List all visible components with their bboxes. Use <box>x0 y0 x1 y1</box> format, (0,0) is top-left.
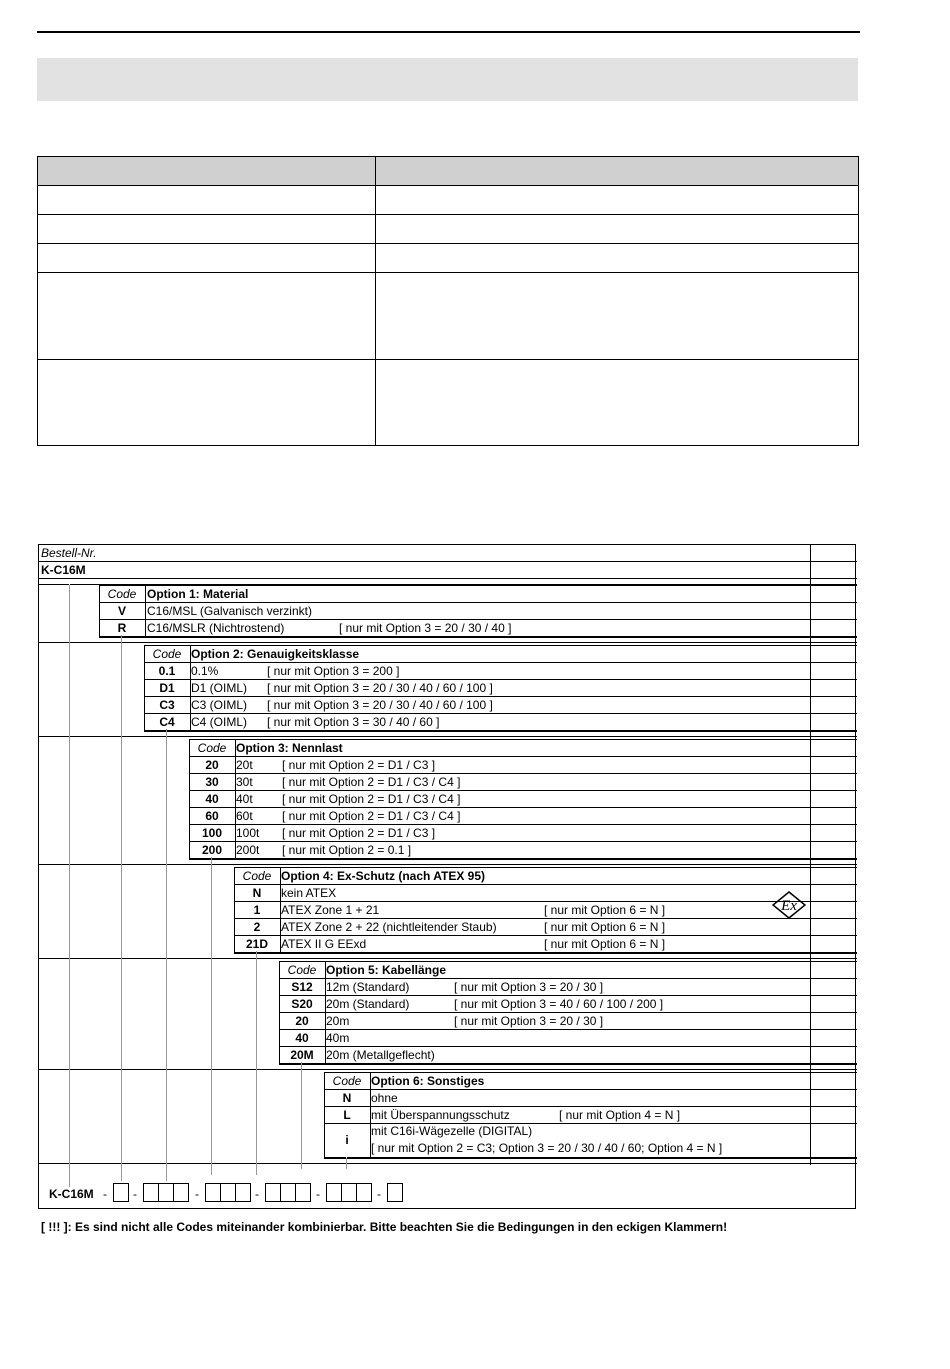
order-model: K-C16M <box>49 1187 94 1201</box>
option-code: D1 <box>159 680 175 695</box>
option-code: 2 <box>253 919 261 934</box>
option-condition: [ nur mit Option 3 = 40 / 60 / 100 / 200 ] <box>454 997 664 1011</box>
option-description: mit C16i-Wägezelle (DIGITAL) <box>371 1124 533 1138</box>
option-code: 1 <box>253 902 261 917</box>
row-line <box>39 864 857 865</box>
section-top-line <box>234 867 857 868</box>
section-bottom-line <box>189 858 857 860</box>
order-code-box[interactable] <box>173 1183 189 1202</box>
section-bottom-line <box>279 1063 857 1065</box>
guide-line <box>301 1062 302 1169</box>
order-dash: - <box>195 1187 199 1201</box>
row-line <box>279 995 857 996</box>
spec-cell <box>38 186 376 215</box>
section-header-line <box>279 978 857 979</box>
option-title: Option 2: Genauigkeitsklasse <box>191 647 360 661</box>
row-line <box>234 935 857 936</box>
row-line <box>39 1069 857 1070</box>
row-line <box>99 619 857 620</box>
order-code-box[interactable] <box>295 1183 311 1202</box>
order-code-box[interactable] <box>205 1183 221 1202</box>
section-bottom-line <box>324 1157 857 1159</box>
order-code-box[interactable] <box>220 1183 236 1202</box>
option-condition: [ nur mit Option 2 = D1 / C3 / C4 ] <box>282 792 461 806</box>
option-code: 30 <box>205 774 219 789</box>
option-description: C16/MSLR (Nichtrostend) <box>147 621 285 635</box>
code-header: Code <box>287 963 317 977</box>
row-line <box>39 561 857 562</box>
section-top-line <box>279 961 857 962</box>
option-description: 0.1% <box>191 664 219 678</box>
spec-cell <box>38 244 376 273</box>
option-description: kein ATEX <box>281 886 337 900</box>
row-line <box>189 824 857 825</box>
spec-header-right <box>376 157 859 186</box>
option-description: ATEX II G EExd <box>281 937 367 951</box>
guide-line <box>121 635 122 1181</box>
row-line <box>189 773 857 774</box>
order-code-box[interactable] <box>235 1183 251 1202</box>
option-description: D1 (OIML) <box>191 681 248 695</box>
option-code: 60 <box>205 808 219 823</box>
option-condition: [ nur mit Option 6 = N ] <box>544 920 666 934</box>
option-code: 20 <box>295 1013 309 1028</box>
section-bottom-line <box>99 636 857 638</box>
combination-note: [ !!! ]: Es sind nicht alle Codes miteinander kombinierbar. Bitte beachten Sie die Bedingungen in den eckigen Klammern! <box>41 1220 728 1234</box>
option-code: 21D <box>245 936 268 951</box>
spec-cell <box>38 215 376 244</box>
section-header-line <box>144 662 857 663</box>
spec-cell <box>376 186 859 215</box>
option-description: 12m (Standard) <box>326 980 410 994</box>
row-line <box>39 958 857 959</box>
row-line <box>234 901 857 902</box>
order-code-box[interactable] <box>280 1183 296 1202</box>
option-condition: [ nur mit Option 4 = N ] <box>559 1108 681 1122</box>
order-number-label: Bestell-Nr. <box>41 546 97 560</box>
guide-line <box>69 585 70 1187</box>
order-dash: - <box>377 1187 381 1201</box>
order-code-box[interactable] <box>113 1183 129 1202</box>
row-line <box>189 807 857 808</box>
option-title: Option 5: Kabellänge <box>326 963 447 977</box>
option-title: Option 1: Material <box>147 587 249 601</box>
guide-line <box>256 951 257 1175</box>
option-code: 200 <box>201 842 223 857</box>
option-code: N <box>342 1090 352 1105</box>
option-code: S20 <box>291 996 313 1011</box>
option-condition: [ nur mit Option 2 = D1 / C3 / C4 ] <box>282 775 461 789</box>
option-condition: [ nur mit Option 6 = N ] <box>544 937 666 951</box>
option-code: V <box>117 603 126 618</box>
section-top-line <box>189 739 857 740</box>
order-code-form <box>38 544 856 1209</box>
code-header: Code <box>107 587 137 601</box>
option-description: 20m (Standard) <box>326 997 410 1011</box>
option-code: 40 <box>295 1030 309 1045</box>
order-code-box[interactable] <box>265 1183 281 1202</box>
row-line <box>234 918 857 919</box>
row-line <box>189 790 857 791</box>
row-line <box>189 841 857 842</box>
option-condition: [ nur mit Option 3 = 20 / 30 ] <box>454 980 604 994</box>
option-code: C3 <box>159 697 175 712</box>
spec-table <box>37 156 859 446</box>
spec-cell <box>376 360 859 446</box>
option-condition: [ nur mit Option 2 = D1 / C3 / C4 ] <box>282 809 461 823</box>
option-code: L <box>343 1107 351 1122</box>
code-header: Code <box>242 869 272 883</box>
section-header-line <box>234 884 857 885</box>
option-condition: [ nur mit Option 3 = 20 / 30 / 40 / 60 / 100 ] <box>267 681 493 695</box>
guide-line <box>166 729 167 1181</box>
section-top-line <box>99 585 857 586</box>
option-description: 100t <box>236 826 260 840</box>
section-header-line <box>99 602 857 603</box>
option-description: C3 (OIML) <box>191 698 248 712</box>
option-description: 20m (Metallgeflecht) <box>326 1048 435 1062</box>
order-code-box[interactable] <box>356 1183 372 1202</box>
option-description: 200t <box>236 843 260 857</box>
option-description: 20t <box>236 758 253 772</box>
option-condition: [ nur mit Option 3 = 20 / 30 ] <box>454 1014 604 1028</box>
section-banner <box>37 58 858 101</box>
option-description: ohne <box>371 1091 398 1105</box>
row-line <box>279 1046 857 1047</box>
row-line <box>279 1012 857 1013</box>
spec-cell <box>376 244 859 273</box>
section-top-line <box>324 1072 857 1073</box>
option-condition: [ nur mit Option 2 = D1 / C3 ] <box>282 758 436 772</box>
option-code: 20M <box>290 1047 314 1062</box>
option-description: 40t <box>236 792 253 806</box>
option-code: C4 <box>159 714 175 729</box>
spec-cell <box>38 273 376 360</box>
option-code: 0.1 <box>158 663 176 678</box>
guide-line <box>211 857 212 1175</box>
section-top-line <box>144 645 857 646</box>
option-condition: [ nur mit Option 2 = 0.1 ] <box>282 843 412 857</box>
order-code-box[interactable] <box>326 1183 342 1202</box>
order-code-box[interactable] <box>341 1183 357 1202</box>
order-code-box[interactable] <box>387 1183 403 1202</box>
option-description: 60t <box>236 809 253 823</box>
order-dash: - <box>133 1187 137 1201</box>
spec-cell <box>376 273 859 360</box>
option-description: ATEX Zone 2 + 22 (nichtleitender Staub) <box>281 920 497 934</box>
row-line <box>144 679 857 680</box>
row-line <box>39 736 857 737</box>
option-condition: [ nur mit Option 3 = 20 / 30 / 40 / 60 / 100 ] <box>267 698 493 712</box>
option-condition: [ nur mit Option 2 = C3; Option 3 = 20 / 30 / 40 / 60; Option 4 = N ] <box>371 1141 723 1155</box>
option-description: ATEX Zone 1 + 21 <box>281 903 380 917</box>
option-title: Option 4: Ex-Schutz (nach ATEX 95) <box>281 869 486 883</box>
section-header-line <box>324 1089 857 1090</box>
option-code: 40 <box>205 791 219 806</box>
code-column-line <box>145 585 146 636</box>
option-description: 40m <box>326 1031 350 1045</box>
option-condition: [ nur mit Option 6 = N ] <box>544 903 666 917</box>
order-dash: - <box>316 1187 320 1201</box>
ex-atex-icon <box>772 891 806 919</box>
spec-cell <box>38 360 376 446</box>
row-line <box>279 1029 857 1030</box>
code-header: Code <box>152 647 182 661</box>
spec-header-left <box>38 157 376 186</box>
option-code: 20 <box>205 757 219 772</box>
code-header: Code <box>197 741 227 755</box>
option-description: C16/MSL (Galvanisch verzinkt) <box>147 604 312 618</box>
option-title: Option 6: Sonstiges <box>371 1074 485 1088</box>
svg-text:Ex: Ex <box>781 898 797 914</box>
option-condition: [ nur mit Option 3 = 20 / 30 / 40 ] <box>339 621 512 635</box>
order-code-box[interactable] <box>143 1183 159 1202</box>
order-dash: - <box>103 1187 107 1201</box>
option-description: 30t <box>236 775 253 789</box>
option-code: S12 <box>291 979 313 994</box>
option-condition: [ nur mit Option 3 = 200 ] <box>267 664 400 678</box>
option-condition: [ nur mit Option 3 = 30 / 40 / 60 ] <box>267 715 440 729</box>
top-rule <box>37 31 860 33</box>
option-code: i <box>345 1133 349 1147</box>
option-code: R <box>117 620 127 635</box>
row-line <box>144 696 857 697</box>
option-condition: [ nur mit Option 2 = D1 / C3 ] <box>282 826 436 840</box>
section-bottom-line <box>144 730 857 732</box>
guide-line <box>346 1158 347 1169</box>
section-header-line <box>189 756 857 757</box>
option-description: 20m <box>326 1014 350 1028</box>
row-line <box>324 1106 857 1107</box>
order-code-box[interactable] <box>158 1183 174 1202</box>
section-bottom-line <box>234 952 857 954</box>
row-line <box>39 642 857 643</box>
order-dash: - <box>255 1187 259 1201</box>
option-code: N <box>252 885 262 900</box>
option-description: mit Überspannungsschutz <box>371 1108 510 1122</box>
spec-cell <box>376 215 859 244</box>
option-description: C4 (OIML) <box>191 715 248 729</box>
row-line <box>39 1163 857 1164</box>
option-code: 100 <box>201 825 223 840</box>
model-label: K-C16M <box>41 563 86 577</box>
option-title: Option 3: Nennlast <box>236 741 343 755</box>
row-line <box>39 578 857 579</box>
code-header: Code <box>332 1074 362 1088</box>
row-line <box>144 713 857 714</box>
